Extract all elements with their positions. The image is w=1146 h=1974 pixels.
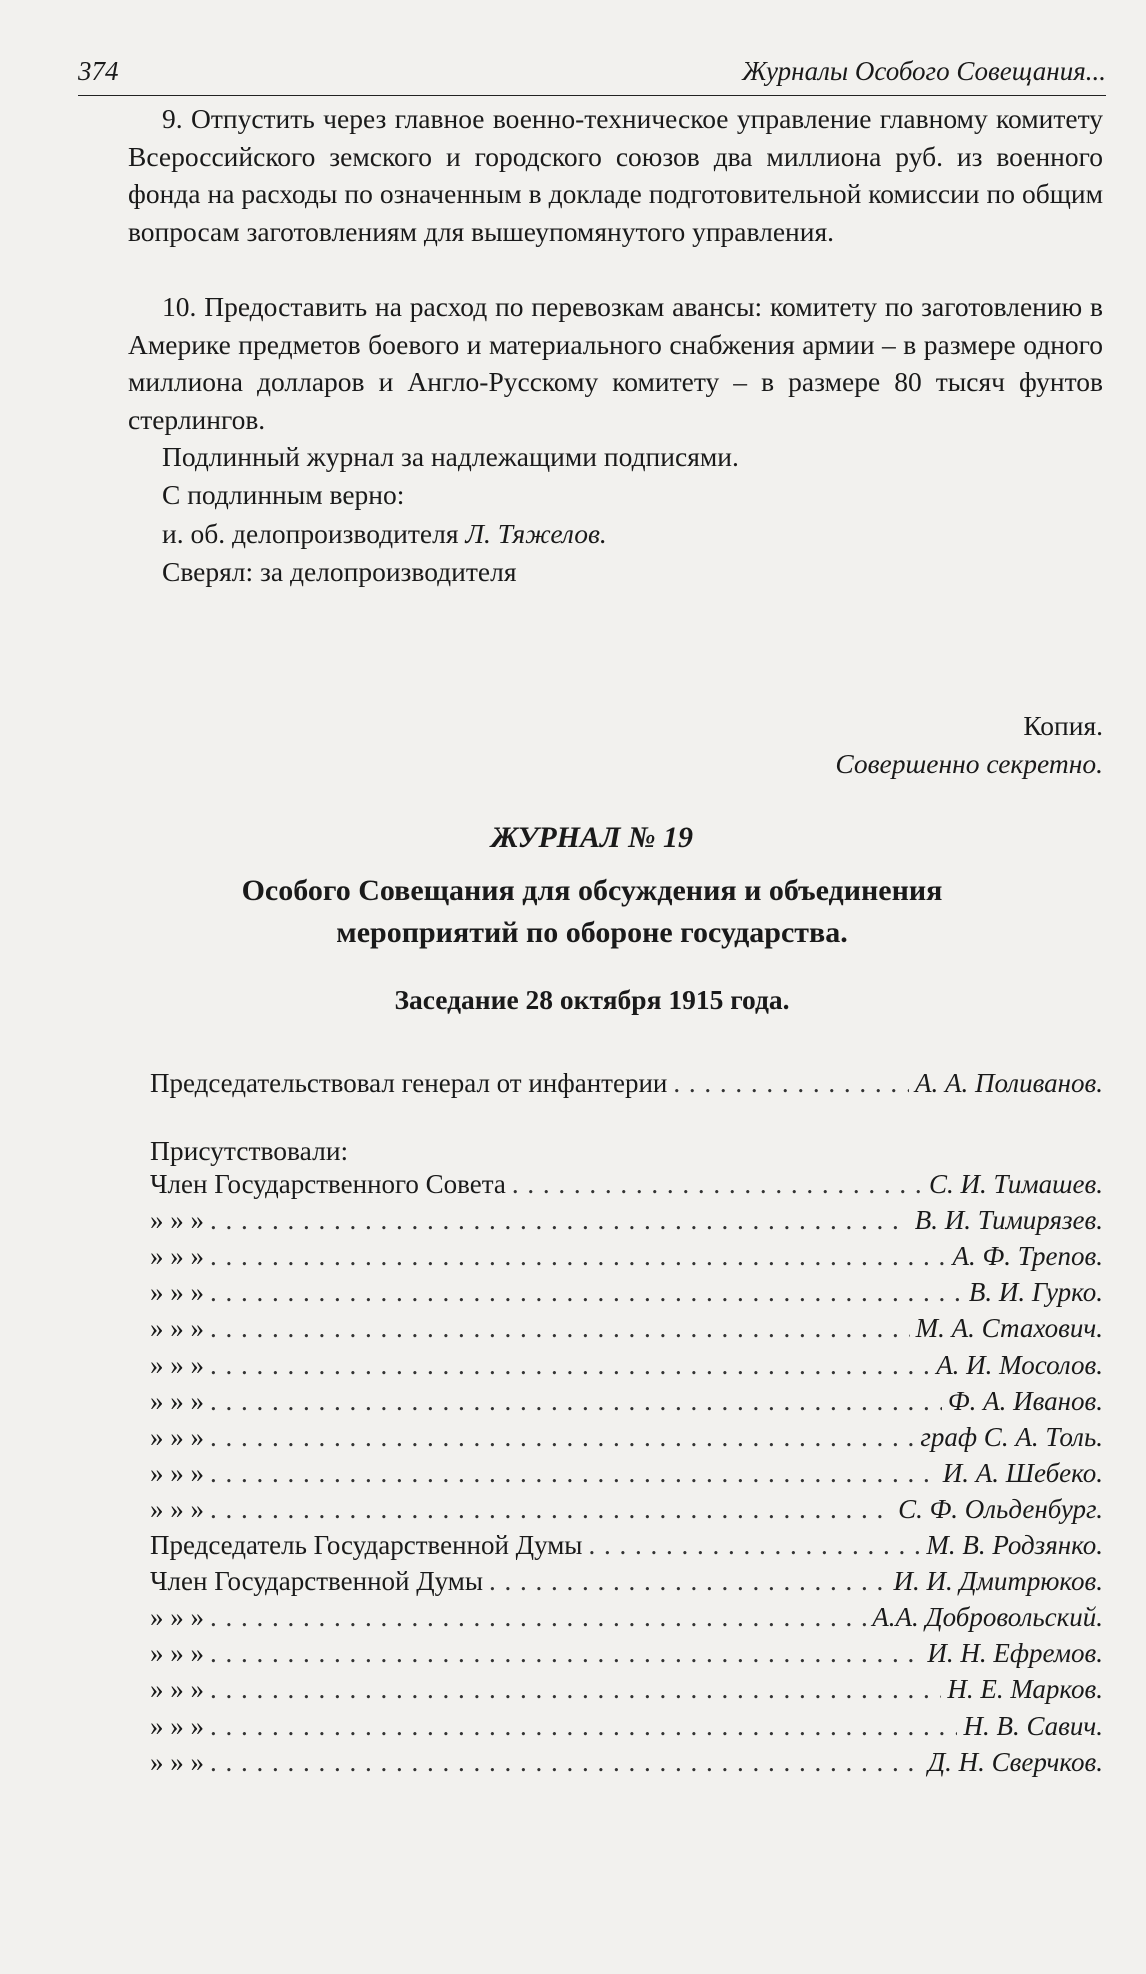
attendee-row (150, 1744, 1103, 1780)
attendee-name: Ф. А. Иванов. (947, 1385, 1103, 1416)
attendee-role: » » » (150, 1674, 204, 1705)
attendee-name: В. И. Гурко. (968, 1277, 1103, 1308)
acting-clerk-name: Л. Тяжелов. (465, 518, 607, 549)
attendee-role: » » » (150, 1710, 204, 1741)
attendee-role: » » » (150, 1385, 204, 1416)
dot-leader (210, 1599, 866, 1635)
attendee-row (150, 1635, 1103, 1671)
attendee-name: Д. Н. Сверчков. (928, 1746, 1103, 1777)
attendee-role: » » » (150, 1241, 204, 1272)
presiding-name: А. А. Поливанов. (915, 1068, 1103, 1098)
attendee-row (150, 1671, 1103, 1707)
attendee-row (150, 1599, 1103, 1635)
page-number: 374 (78, 56, 119, 86)
secret-mark: Совершенно секретно. (835, 748, 1103, 779)
attendee-row (150, 1274, 1103, 1310)
dot-leader (210, 1671, 941, 1707)
attendee-row (150, 1238, 1103, 1274)
dot-leader (210, 1383, 942, 1419)
attendee-role: Председатель Государственной Думы (150, 1530, 583, 1560)
item-10-text: 10. Предоставить на расход по перевозкам авансы: комитету по заготовлению в Америке предметов боевого и материального снабжения армии – в размере одного миллиона долларов и Англо-Русскому комитету – в размере 80 тысяч фунтов стерлингов. (128, 291, 1103, 435)
original-note: Подлинный журнал за надлежащими подписями. (162, 441, 739, 472)
present-label: Присутствовали: (150, 1135, 349, 1166)
copy-true-note: С подлинным верно: (162, 479, 405, 510)
copy-mark: Копия. (1023, 710, 1103, 741)
attendee-name: Н. Е. Марков. (947, 1674, 1103, 1705)
attendee-name: С. Ф. Ольденбург. (898, 1493, 1103, 1524)
dot-leader (210, 1744, 922, 1780)
attendee-role: » » » (150, 1602, 204, 1633)
attendee-row (150, 1455, 1103, 1491)
item-9-text: 9. Отпустить через главное военно-техническое управление главному комитету Всероссийского земского и городского союзов два миллиона руб. из военного фонда на расходы по означенным в докладе подготовительной комиссии по общим вопросам заготовлениям для вышеупомянутого управления. (128, 103, 1103, 247)
attendee-role: » » » (150, 1493, 204, 1524)
acting-clerk-prefix: и. об. делопроизводителя (162, 518, 466, 549)
presiding-role: Председательствовал генерал от инфантерии (150, 1068, 668, 1098)
attendee-role: Член Государственного Совета (150, 1169, 506, 1199)
dot-leader (210, 1455, 937, 1491)
attendee-row (150, 1202, 1103, 1238)
attendee-role: » » » (150, 1277, 204, 1308)
verified-note: Сверял: за делопроизводителя (162, 556, 517, 587)
header-rule (78, 95, 1106, 96)
dot-leader (210, 1419, 914, 1455)
item-9-paragraph (128, 100, 1103, 250)
journal-title: ЖУРНАЛ № 19 (490, 821, 694, 854)
attendee-role: » » » (150, 1349, 204, 1380)
attendee-name: граф С. А. Толь. (920, 1421, 1103, 1452)
page-header (78, 50, 1106, 96)
journal-subtitle-line2: мероприятий по обороне государства. (336, 916, 848, 949)
attendee-role: » » » (150, 1457, 204, 1488)
attendee-role: » » » (150, 1638, 204, 1669)
attendee-row (150, 1491, 1103, 1527)
attendee-name: А. И. Мосолов. (936, 1349, 1103, 1380)
attendee-name: М. А. Стахович. (915, 1313, 1103, 1344)
attendee-row (150, 1347, 1103, 1383)
attendee-role: » » » (150, 1746, 204, 1777)
dot-leader (210, 1708, 957, 1744)
attendee-name: Н. В. Савич. (963, 1710, 1103, 1741)
dot-leader (210, 1238, 946, 1274)
attendee-row (150, 1419, 1103, 1455)
attendee-role: » » » (150, 1313, 204, 1344)
attendee-name: И. И. Дмитрюков. (893, 1566, 1103, 1597)
attendee-name: М. В. Родзянко. (926, 1530, 1103, 1560)
attendee-row (150, 1563, 1103, 1599)
dot-leader (210, 1274, 963, 1310)
attendee-row (150, 1527, 1103, 1563)
attendee-name: С. И. Тимашев. (929, 1169, 1103, 1199)
attendee-role: Член Государственной Думы (150, 1566, 484, 1597)
attendee-name: А. Ф. Трепов. (952, 1241, 1103, 1272)
running-title: Журналы Особого Совещания... (742, 56, 1106, 86)
attendee-row (150, 1310, 1103, 1346)
attendee-name: И. А. Шебеко. (942, 1457, 1103, 1488)
attendee-row (150, 1166, 1103, 1202)
attendee-role: » » » (150, 1205, 204, 1236)
dot-leader (588, 1527, 920, 1563)
attendee-name: В. И. Тимирязев. (914, 1205, 1103, 1236)
session-date: Заседание 28 октября 1915 года. (394, 984, 790, 1015)
item-10-paragraph (128, 288, 1103, 438)
dot-leader (210, 1310, 910, 1346)
attendee-name: И. Н. Ефремов. (927, 1638, 1103, 1669)
dot-leader (210, 1491, 892, 1527)
dot-leader (512, 1166, 923, 1202)
attendee-name: А.А. Добровольский. (872, 1602, 1103, 1633)
dot-leader (210, 1347, 930, 1383)
acting-clerk-line (162, 515, 607, 552)
dot-leader (673, 1065, 909, 1101)
attendee-row (150, 1383, 1103, 1419)
dot-leader (210, 1202, 909, 1238)
dot-leader (210, 1635, 921, 1671)
presiding-row (150, 1065, 1103, 1101)
attendee-row (150, 1708, 1103, 1744)
attendee-role: » » » (150, 1421, 204, 1452)
journal-subtitle-line1: Особого Совещания для обсуждения и объединения (241, 874, 943, 907)
dot-leader (489, 1563, 887, 1599)
